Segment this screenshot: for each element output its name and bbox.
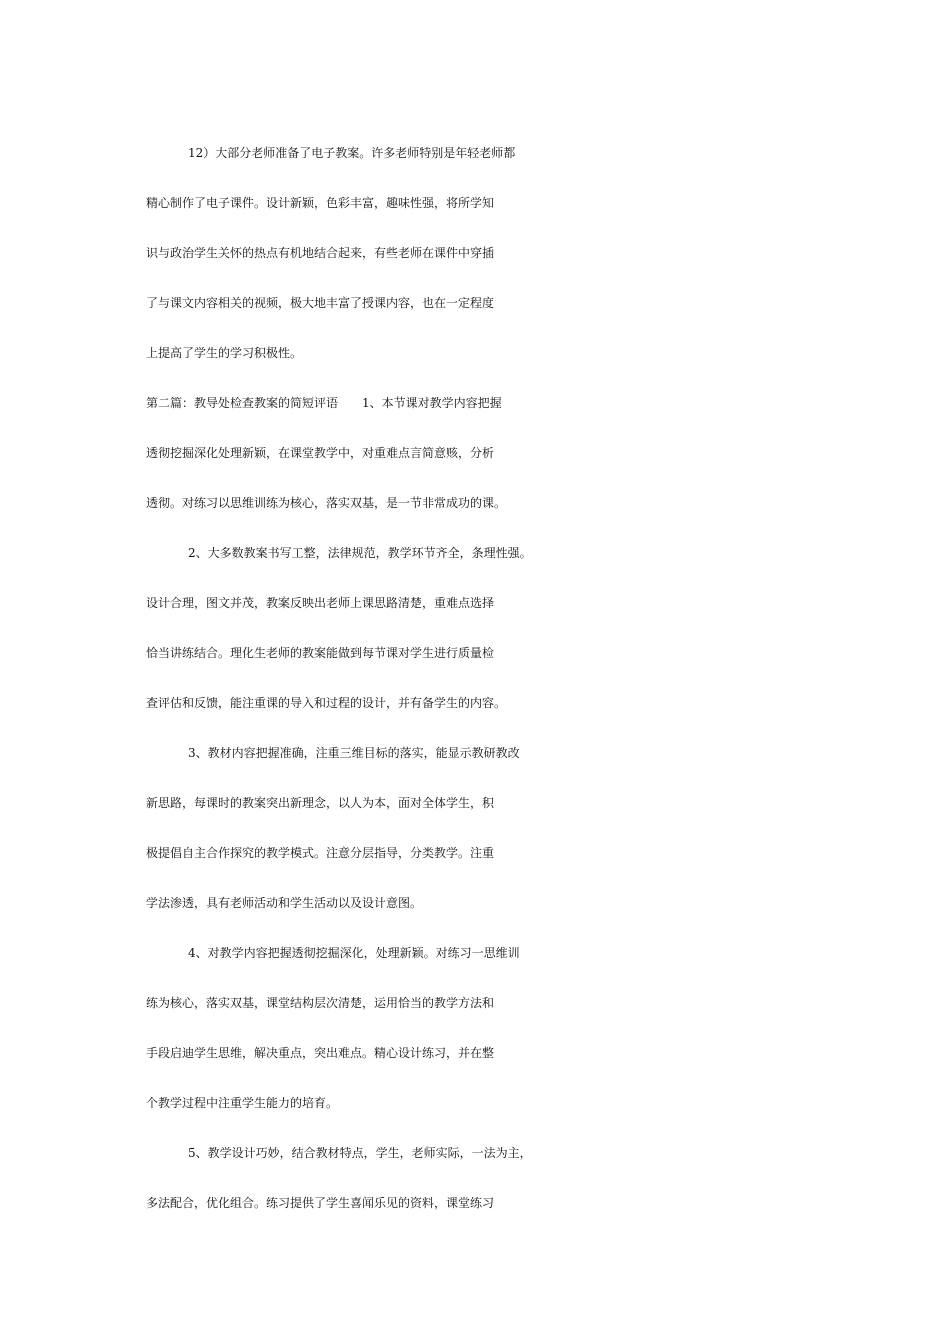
text-line: 设计合理，图文并茂，教案反映出老师上课思路清楚，重难点选择 [146, 596, 495, 610]
text-line: 练为核心，落实双基，课堂结构层次清楚，运用恰当的教学方法和 [146, 996, 495, 1010]
text-line: 透彻。对练习以思维训练为核心，落实双基，是一节非常成功的课。 [146, 496, 507, 510]
text-line: 了与课文内容相关的视频，极大地丰富了授课内容，也在一定程度 [146, 296, 495, 310]
text-line: 学法渗透，具有老师活动和学生活动以及设计意图。 [146, 896, 423, 910]
text-line: 恰当讲练结合。理化生老师的教案能做到每节课对学生进行质量检 [146, 646, 495, 660]
text-line: 查评估和反馈，能注重课的导入和过程的设计，并有备学生的内容。 [146, 696, 507, 710]
text-line: 个教学过程中注重学生能力的培育。 [146, 1096, 339, 1110]
text-line: 上提高了学生的学习积极性。 [146, 346, 303, 360]
text-line: 手段启迪学生思维，解决重点，突出难点。精心设计练习，并在整 [146, 1046, 495, 1060]
text-line: 12）大部分老师准备了电子教案。许多老师特别是年轻老师都 [188, 146, 516, 160]
text-line: 精心制作了电子课件。设计新颖，色彩丰富，趣味性强，将所学知 [146, 196, 495, 210]
text-line: 多法配合，优化组合。练习提供了学生喜闻乐见的资料，课堂练习 [146, 1196, 495, 1210]
text-line: 新思路，每课时的教案突出新理念，以人为本，面对全体学生，积 [146, 796, 495, 810]
text-line: 3、教材内容把握准确，注重三维目标的落实，能显示教研教改 [188, 746, 520, 760]
section-heading-line: 第二篇：教导处检查教案的简短评语 1、本节课对教学内容把握 [146, 396, 502, 410]
text-line: 识与政治学生关怀的热点有机地结合起来，有些老师在课件中穿插 [146, 246, 495, 260]
text-line: 4、对教学内容把握透彻挖掘深化，处理新颖。对练习一思维训 [188, 946, 520, 960]
text-line: 5、教学设计巧妙，结合教材特点，学生，老师实际，一法为主， [188, 1146, 532, 1160]
text-line: 极提倡自主合作探究的教学模式。注意分层指导，分类教学。注重 [146, 846, 495, 860]
text-line: 2、大多数教案书写工整，法律规范，教学环节齐全，条理性强。 [188, 546, 532, 560]
text-line: 透彻挖掘深化处理新颖，在课堂教学中，对重难点言简意赅，分析 [146, 446, 495, 460]
